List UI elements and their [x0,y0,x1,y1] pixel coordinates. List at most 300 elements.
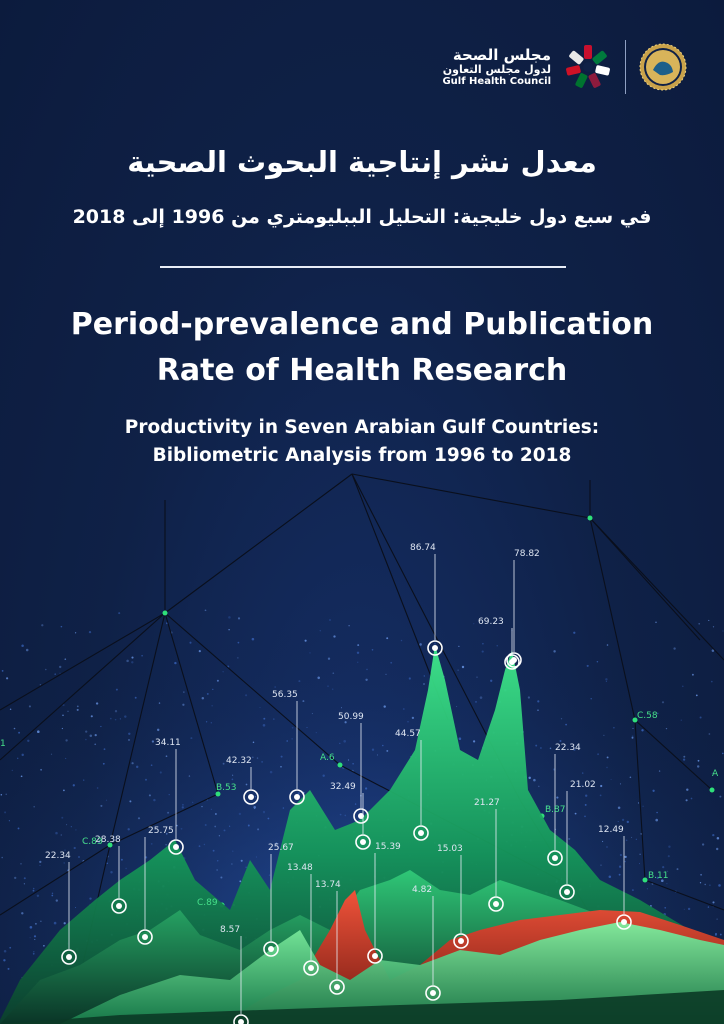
dot [12,770,13,771]
dot [618,821,619,822]
dot [128,828,130,830]
dot [633,728,634,729]
dot [165,844,166,845]
dot [14,877,16,879]
dot [97,787,99,789]
dot [638,802,639,803]
dot [662,866,664,868]
dot [2,670,4,672]
dot [263,718,265,720]
dot [609,875,612,878]
dot [202,697,204,699]
dot [94,743,96,745]
dot [157,729,159,731]
dot [305,640,307,642]
dot [606,846,608,848]
dot [212,705,213,706]
dot [131,657,133,659]
dot [29,705,31,707]
dot [647,888,648,889]
dot [328,658,330,660]
marker-dot [116,903,122,909]
marker-dot [430,990,436,996]
dot [252,757,254,759]
node-label: C.89 [197,898,218,908]
dot [71,826,72,827]
dot [270,771,273,774]
dot [462,666,464,668]
dot [107,863,108,864]
dot [528,696,530,698]
dot [124,715,126,717]
dot [21,912,23,914]
marker-dot [458,938,464,944]
dot [322,774,324,776]
node-label: B.53 [216,783,237,793]
marker-value-label: 25.67 [268,843,294,853]
dot [33,806,35,808]
dot [37,730,40,733]
dot [51,895,53,897]
dot [620,783,621,784]
dot [528,777,530,779]
dot [575,813,577,815]
dot [309,652,310,653]
dot [627,821,629,823]
dot [365,679,367,681]
dot [719,796,721,798]
dot [700,716,702,718]
dot [713,626,714,627]
dot [26,649,29,652]
dot [55,832,58,835]
dot [24,883,25,884]
dot [316,732,317,733]
marker-dot [509,659,515,665]
dot [686,799,688,801]
ghc-flower-logo-icon [563,42,613,92]
dot [160,771,162,773]
marker-value-label: 13.48 [287,863,313,873]
dot [720,934,722,936]
dot [14,728,16,730]
dot [619,866,621,868]
dot [692,674,694,676]
dot [211,809,212,810]
dot [4,811,6,813]
dot [390,662,392,664]
dot [228,629,229,630]
dot [681,719,682,720]
dot [129,800,131,802]
dot [274,686,276,688]
dot [423,683,425,685]
dot [482,651,484,653]
dot [253,806,256,809]
dot [372,649,374,651]
decorative-data-landscape [0,460,724,1024]
dot [73,784,75,786]
dot [45,669,47,671]
dot [538,786,540,788]
marker-value-label: 21.02 [570,780,596,790]
dot [668,846,670,848]
dot [21,754,23,756]
dot [34,939,35,940]
dot [85,739,87,741]
dot [35,923,37,925]
dot [327,685,328,686]
marker-dot [552,855,558,861]
dot [18,732,20,734]
dot [85,730,87,732]
dot [238,642,240,644]
dot [419,643,422,646]
dot [211,722,212,723]
dot [480,696,483,699]
dot [181,828,183,830]
dot [585,804,587,806]
dot [192,802,193,803]
dot [52,893,53,894]
marker-dot [432,645,438,651]
dot [655,621,657,623]
dot [115,719,117,721]
dot [33,953,35,955]
dot [365,787,367,789]
dot [607,644,609,646]
dot [100,726,101,727]
dot [63,790,65,792]
dot [715,933,717,935]
gcc-seal-icon [638,42,688,92]
dot [204,844,205,845]
dot [286,740,288,742]
dot [712,834,714,836]
dot [382,745,384,747]
marker-value-label: 32.49 [330,782,356,792]
dot [1,794,3,796]
dot [169,794,170,795]
marker-value-label: 86.74 [410,543,436,553]
dot [229,826,230,827]
dot [151,843,153,845]
dot [348,759,349,760]
dot [40,921,41,922]
dot [61,817,63,819]
dot [584,816,586,818]
dot [424,675,425,676]
dot [385,674,386,675]
dot [677,868,679,870]
dot [239,880,241,882]
dot [66,824,67,825]
dot [219,835,220,836]
marker-dot [334,984,340,990]
dot [263,812,264,813]
dot [473,623,474,624]
dot [1,857,3,859]
dot [269,874,270,875]
dot [74,847,76,849]
dot [636,839,637,840]
dot [75,829,76,830]
dot [232,775,233,776]
dot [126,660,129,663]
subtitle-english-line2: Bibliometric Analysis from 1996 to 2018 [152,445,572,466]
node-label: C.58 [637,711,658,721]
dot [568,838,570,840]
dot [561,718,562,719]
dot [298,680,300,682]
dot [691,798,693,800]
dot [255,796,256,797]
dot [582,772,583,773]
dot [18,827,20,829]
dot [606,767,607,768]
dot [115,710,117,712]
dot [711,681,713,683]
marker-value-label: 21.27 [474,798,500,808]
dot [683,758,685,760]
dot [34,935,36,937]
dot [403,708,405,710]
dot [664,907,666,909]
dot [257,828,259,830]
dot [39,861,41,863]
dot [21,775,23,777]
dot [199,650,201,652]
dot [118,612,120,614]
dot [639,854,640,855]
dot [189,775,190,776]
org-name-english: Gulf Health Council [442,75,551,87]
dot [704,884,705,885]
marker-value-label: 28.38 [95,835,121,845]
dot [257,757,258,758]
dot [65,758,66,759]
marker-value-label: 42.32 [226,756,252,766]
dot [263,724,266,727]
dot [245,694,247,696]
dot [603,735,604,736]
dot [355,803,356,804]
dot [333,635,335,637]
dot [237,657,238,658]
marker-dot [418,830,424,836]
logo-divider [625,40,626,94]
dot [239,813,241,815]
dot [40,769,42,771]
dot [128,733,130,735]
dot [655,819,658,822]
dot [217,860,218,861]
dot [306,727,307,728]
dot [145,779,147,781]
dot [473,740,475,742]
node-label: A.6 [320,753,335,763]
dot [352,763,354,765]
dot [341,707,342,708]
dot [167,812,169,814]
node-label: A [712,769,719,779]
dot [33,888,35,890]
dot [128,739,129,740]
dot [535,745,537,747]
dot [223,671,224,672]
org-name-block [442,47,551,87]
dot [246,784,248,786]
dot [459,737,462,740]
dot [632,889,634,891]
dot [716,918,717,919]
dot [458,646,459,647]
dot [722,630,723,631]
dot [339,743,340,744]
dot [9,820,10,821]
dot [121,859,123,861]
dot [666,883,667,884]
dot [182,704,184,706]
org-name-arabic: مجلس الصحة [452,46,551,65]
dot [241,860,243,862]
dot [217,869,218,870]
dot [366,669,368,671]
dot [490,680,492,682]
dot [619,874,621,876]
dot [174,662,176,664]
dot [8,968,10,970]
dot [61,626,63,628]
dot [24,877,26,879]
dot [625,861,626,862]
dot [259,707,260,708]
dot [100,805,102,807]
dot [54,922,57,925]
dot [4,950,7,953]
node-label: B.87 [545,805,566,815]
dot [64,922,66,924]
dot [261,761,263,763]
dot [51,754,52,755]
marker-value-label: 22.34 [45,851,71,861]
dot [56,899,58,901]
dot [533,779,536,782]
marker-value-label: 44.57 [395,729,421,739]
dot [357,662,358,663]
dot [166,755,168,757]
dot [151,764,153,766]
dot [75,632,76,633]
dot [213,850,215,852]
marker-value-label: 34.11 [155,738,181,748]
dot [624,856,626,858]
dot [110,718,112,720]
marker-value-label: 25.75 [148,826,174,836]
marker-dot [268,946,274,952]
dot [183,692,184,693]
dot [280,766,282,768]
dot [668,855,670,857]
dot [292,727,294,729]
dot [682,686,684,688]
dot [537,709,538,710]
dot [64,658,66,660]
marker-dot [248,794,254,800]
marker-dot [372,953,378,959]
dot [263,811,264,812]
dot [207,693,209,695]
dot [182,804,184,806]
dot [718,884,721,887]
marker-value-label: 4.82 [412,885,433,895]
subtitle-arabic: في سبع دول خليجية: التحليل الببليومتري من 1996 إلى 2018 [72,206,652,228]
dot [317,677,320,680]
dot [30,937,31,938]
dot [717,837,720,840]
dot [205,824,207,826]
dot [630,777,632,779]
dot [475,701,477,703]
dot [182,806,184,808]
dot [600,795,602,797]
dot [231,863,232,864]
dot [560,740,562,742]
dot [77,709,79,711]
dot [407,721,408,722]
dot [613,727,615,729]
dot [639,863,640,864]
dot [332,689,333,690]
dot [620,854,622,856]
dot [245,867,246,868]
dot [96,702,98,704]
dot [215,813,217,815]
dot [248,825,250,827]
dot [159,702,160,703]
dot [190,737,192,739]
marker-dot [294,794,300,800]
dot [597,753,599,755]
dot [700,874,702,876]
marker-value-label: 50.99 [338,712,364,722]
dot [6,794,7,795]
dot [697,765,699,767]
marker-value-label: 15.39 [375,842,401,852]
dot [409,677,411,679]
dot [89,631,91,633]
dot [153,799,155,801]
dot [138,817,140,819]
dot [135,697,137,699]
dot [320,630,321,631]
dot [91,715,93,717]
dot [214,826,216,828]
dot [120,718,121,719]
dot [497,645,498,646]
dot [30,926,33,929]
dot [189,642,191,644]
dot [89,897,91,899]
dot [537,700,539,702]
dot [632,735,634,737]
marker-value-label: 78.82 [514,549,540,559]
dot [43,945,45,947]
dot [652,790,654,792]
dot [281,756,283,758]
dot [212,689,213,690]
dot [372,749,374,751]
